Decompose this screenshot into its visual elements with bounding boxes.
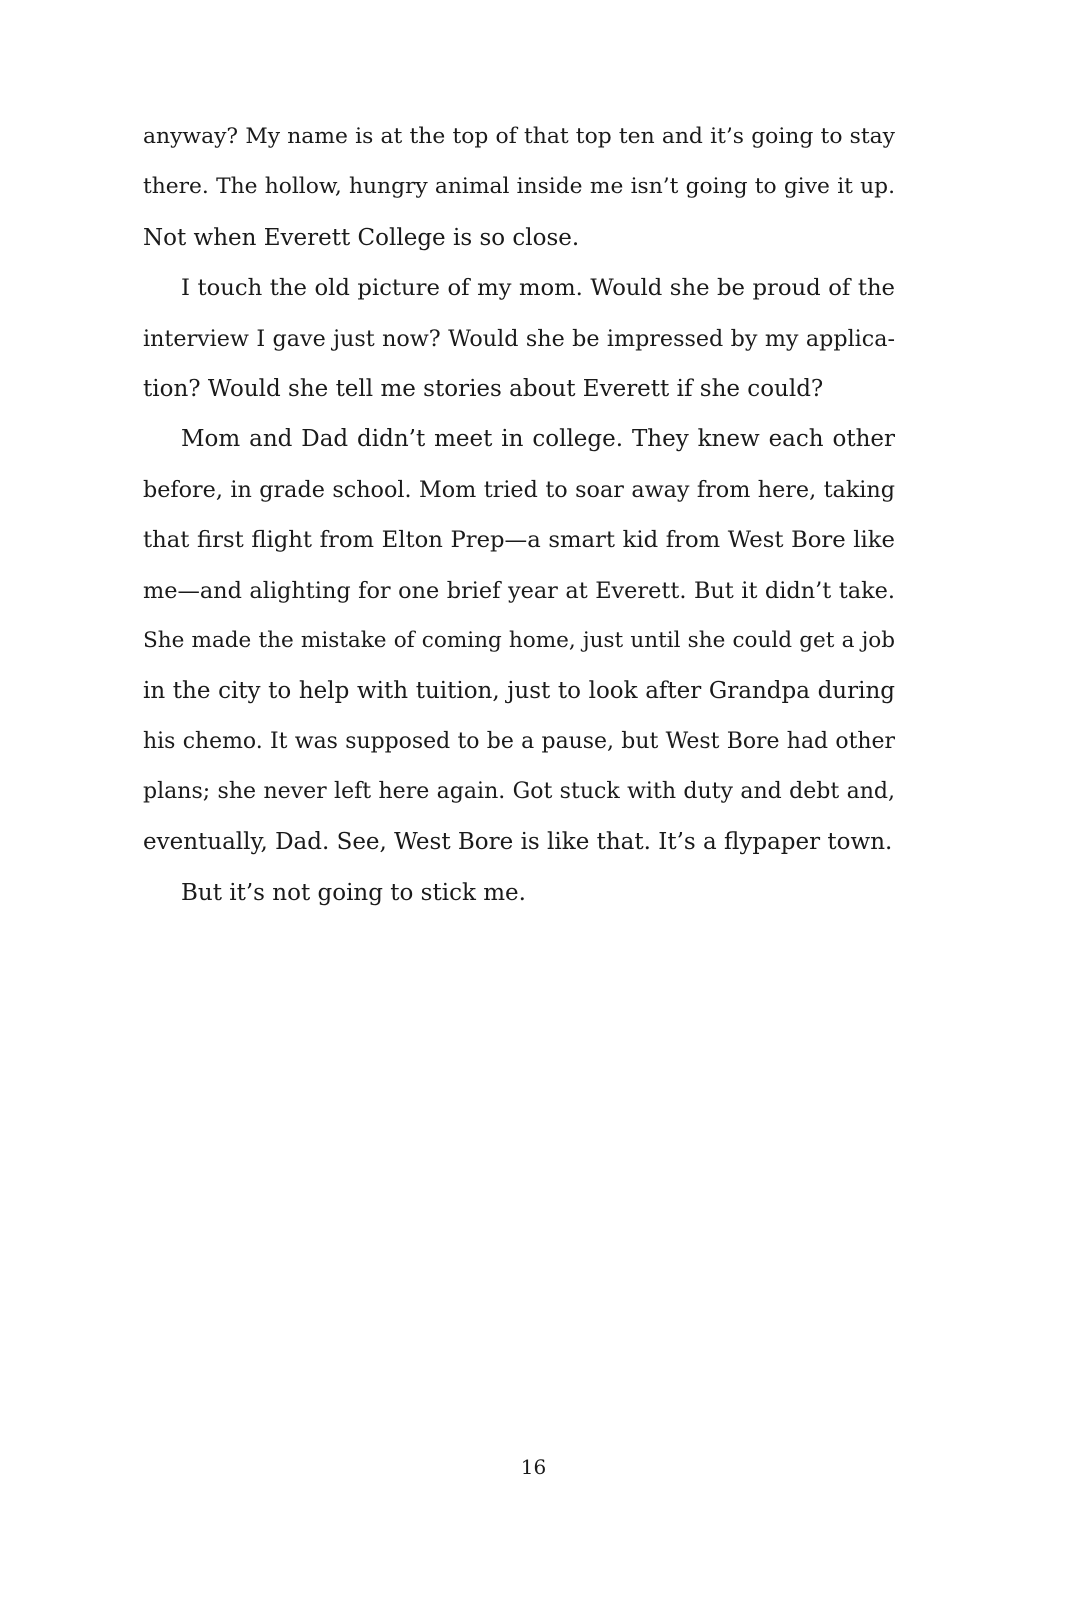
text-line: But it’s not going to stick me. <box>181 879 526 906</box>
text-line: Not when Everett College is so close. <box>143 224 580 251</box>
text-line: me—and alighting for one brief year at Everett. But it didn’t take. <box>143 577 895 604</box>
page-number: 16 <box>520 1455 547 1479</box>
text-line: tion? Would she tell me stories about Everett if she could? <box>143 375 824 402</box>
text-line: his chemo. It was supposed to be a pause, but West Bore had other <box>143 728 895 754</box>
text-line: anyway? My name is at the top of that top ten and it’s going to stay <box>143 124 895 149</box>
text-line: before, in grade school. Mom tried to soar away from here, taking <box>143 476 895 503</box>
text-line: Mom and Dad didn’t meet in college. They knew each other <box>181 426 895 453</box>
body-text <box>143 112 895 918</box>
text-line: I touch the old picture of my mom. Would she be proud of the <box>181 275 895 302</box>
text-line: eventually, Dad. See, West Bore is like that. It’s a flypaper town. <box>143 829 893 856</box>
text-line: interview I gave just now? Would she be impressed by my applica- <box>143 325 895 352</box>
text-line: there. The hollow, hungry animal inside me isn’t going to give it up. <box>143 174 895 200</box>
text-line: in the city to help with tuition, just to look after Grandpa during <box>143 678 895 705</box>
text-line: plans; she never left here again. Got stuck with duty and debt and, <box>143 779 895 805</box>
text-line: She made the mistake of coming home, just until she could get a job <box>143 627 895 653</box>
text-line: that first flight from Elton Prep—a smart kid from West Bore like <box>143 527 895 554</box>
